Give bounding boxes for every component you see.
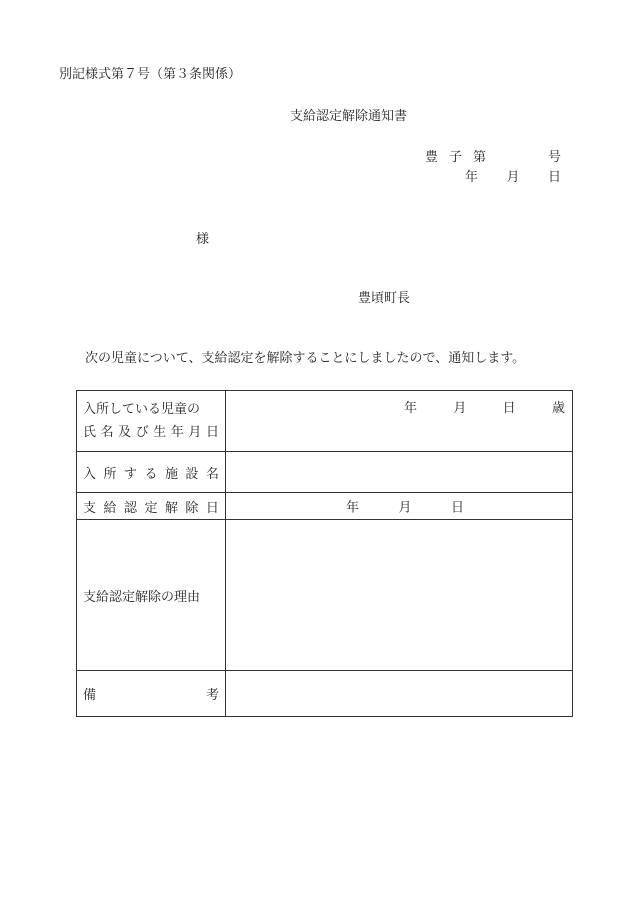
- label-char: 年: [170, 425, 184, 440]
- child-info-label-cell: [77, 391, 226, 452]
- unit-month: 月: [398, 500, 412, 516]
- child-info-label-line2: [83, 421, 219, 444]
- reference-prefix-2: 子: [449, 150, 463, 165]
- label-char: 解: [164, 500, 178, 516]
- reason-label-cell: [77, 520, 226, 671]
- remarks-value-cell[interactable]: [226, 671, 573, 717]
- cancel-date-value-cell[interactable]: [226, 493, 573, 520]
- unit-year: 年: [404, 401, 418, 416]
- label-char: 支: [83, 500, 97, 516]
- document-title: 支給認定解除通知書: [290, 109, 408, 124]
- issue-date-year: 年: [465, 170, 479, 185]
- unit-age: 歳: [551, 401, 565, 416]
- reference-suffix: 号: [547, 150, 561, 165]
- label-char: 氏: [83, 425, 97, 440]
- unit-day: 日: [502, 401, 516, 416]
- label-char: 及: [118, 425, 132, 440]
- cancel-date-label-cell: [77, 493, 226, 520]
- label-char: 日: [205, 425, 219, 440]
- remarks-label: [83, 684, 219, 703]
- cancel-date-units: [346, 497, 464, 516]
- issuer-name: 豊頃町長: [358, 291, 411, 306]
- birth-date-age-units: [404, 397, 565, 416]
- table-row-cancel-date: [77, 493, 573, 520]
- table-row-facility: [77, 452, 573, 493]
- label-char: す: [123, 466, 137, 482]
- label-char: 月: [188, 425, 202, 440]
- cancel-date-label: [83, 497, 219, 516]
- details-table: [76, 390, 573, 717]
- reference-prefix-1: 豊: [425, 150, 439, 165]
- label-char: 日: [205, 500, 219, 516]
- label-char: 名: [100, 425, 114, 440]
- label-char: る: [144, 466, 158, 482]
- child-info-value-cell[interactable]: [226, 391, 573, 452]
- facility-label: [83, 463, 219, 482]
- label-char: 考: [205, 688, 219, 703]
- issue-date: [465, 171, 561, 184]
- reference-blank: [497, 151, 537, 164]
- facility-value-cell[interactable]: [226, 452, 573, 493]
- label-char: 施: [164, 466, 178, 482]
- child-info-label-line1: 入所している児童の: [83, 402, 201, 417]
- label-char: 所: [103, 466, 117, 482]
- unit-year: 年: [346, 500, 360, 516]
- addressee-honorific: 様: [196, 232, 210, 247]
- label-char: 除: [185, 500, 199, 516]
- label-char: 備: [83, 688, 97, 703]
- table-row-remarks: [77, 671, 573, 717]
- label-char: 認: [123, 500, 137, 516]
- table-row-reason: [77, 520, 573, 671]
- unit-day: 日: [450, 500, 464, 516]
- reference-prefix-3: 第: [473, 150, 487, 165]
- label-char: 給: [103, 500, 117, 516]
- label-char: 入: [83, 466, 97, 482]
- issue-date-day: 日: [547, 170, 561, 185]
- issue-date-month: 月: [506, 170, 520, 185]
- unit-month: 月: [453, 401, 467, 416]
- label-char: 設: [185, 466, 199, 482]
- body-text: 次の児童について、支給認定を解除することにしましたので、通知します。: [85, 351, 526, 366]
- form-number: 別記様式第７号（第３条関係）: [59, 67, 242, 82]
- reference-number: [425, 151, 561, 164]
- table-row-child-info: [77, 391, 573, 452]
- label-char: び: [135, 425, 149, 440]
- remarks-label-cell: [77, 671, 226, 717]
- facility-label-cell: [77, 452, 226, 493]
- label-char: 生: [153, 425, 167, 440]
- reason-value-cell[interactable]: [226, 520, 573, 671]
- reason-label: 支給認定解除の理由: [83, 589, 201, 605]
- label-char: 名: [205, 466, 219, 482]
- label-char: 定: [144, 500, 158, 516]
